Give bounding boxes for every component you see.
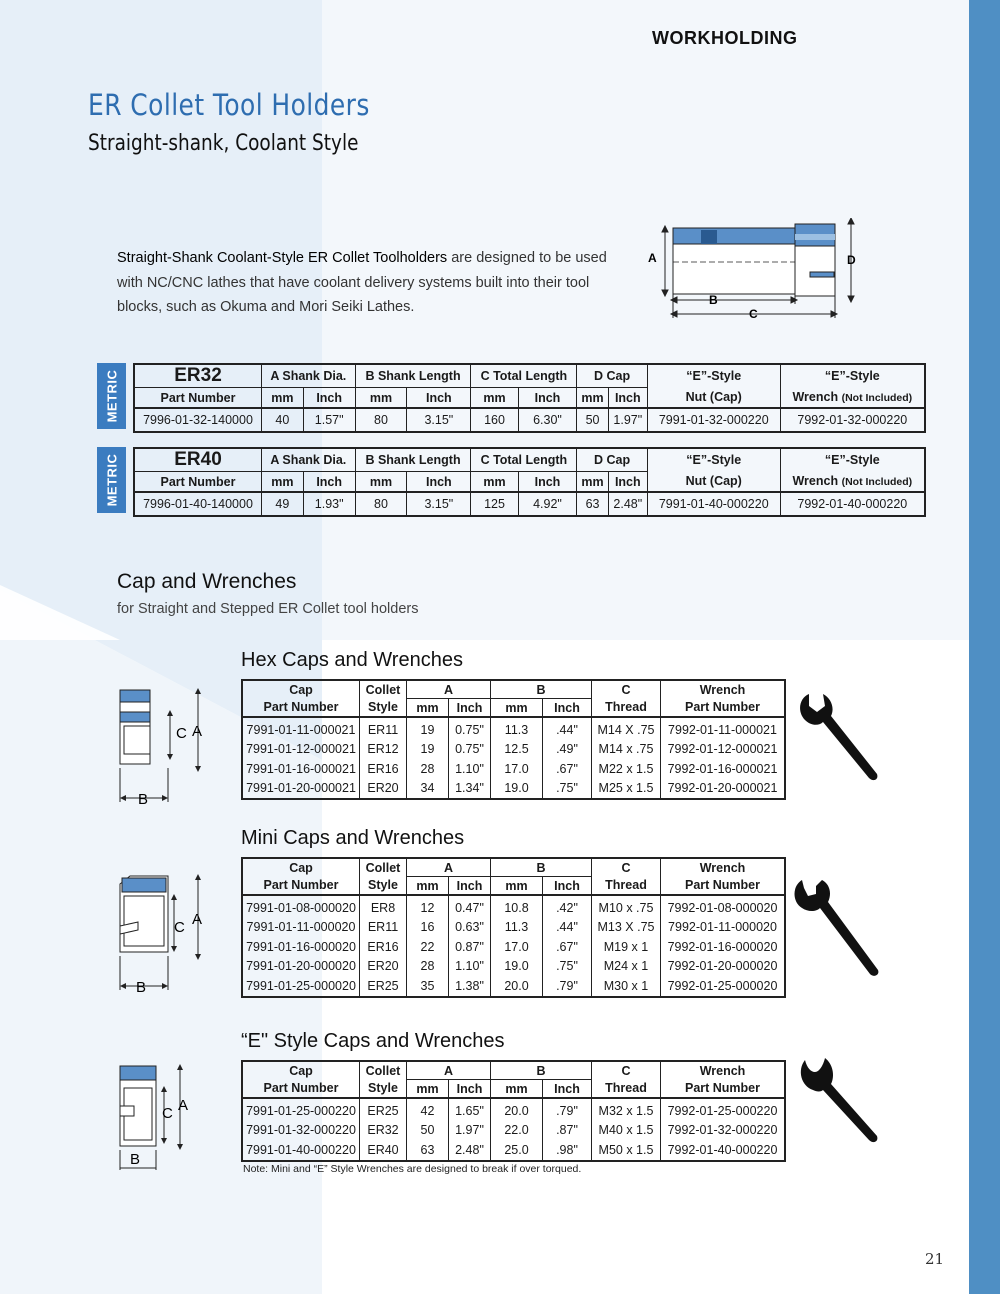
table-cell: 7992-01-12-000021	[661, 740, 786, 760]
cap-label-c: C	[162, 1105, 173, 1122]
table-header-row: Part Number Style mm Inch mm Inch Thread Part Number	[242, 1080, 785, 1099]
table-cell: ER40	[360, 1140, 407, 1161]
table-cell: 7992-01-11-000020	[661, 918, 786, 938]
table-cell: M19 x 1	[592, 937, 661, 957]
table-cell: ER12	[360, 740, 407, 760]
table-cell: 1.34"	[449, 779, 491, 800]
intro-paragraph	[117, 246, 607, 320]
table-cell: 7991-01-11-000020	[242, 918, 360, 938]
diagram-label-b: B	[709, 293, 718, 307]
table-cell: ER11	[360, 918, 407, 938]
table-cell: .49"	[543, 740, 592, 760]
cap-label-a: A	[178, 1097, 189, 1114]
table-row	[242, 976, 785, 997]
table-cell: ER20	[360, 779, 407, 800]
diagram-label-d: D	[847, 253, 856, 267]
table-cell: 7991-01-32-000220	[242, 1121, 360, 1141]
metric-tab-er32: METRIC	[97, 363, 126, 429]
table-cell: .87"	[543, 1121, 592, 1141]
table-header-row: Part Number mm Inch mm Inch mm Inch mm Inch Nut (Cap) Wrench (Not Included)	[134, 472, 925, 493]
model-label: ER40	[134, 448, 262, 472]
table-cell: 7991-01-16-000021	[242, 759, 360, 779]
table-header-row: Part Number Style mm Inch mm Inch Thread Part Number	[242, 699, 785, 718]
cap-label-b: B	[130, 1151, 141, 1168]
table-cell: 7992-01-16-000020	[661, 937, 786, 957]
model-label: ER32	[134, 364, 262, 388]
table-cell: 7991-01-25-000220	[242, 1098, 360, 1121]
table-row	[242, 918, 785, 938]
hex-wrench-icon	[795, 690, 885, 786]
table-cell: 63	[407, 1140, 449, 1161]
table-cell: 7992-01-40-000220	[661, 1140, 786, 1161]
table-cell: 0.87"	[449, 937, 491, 957]
table-header-row: Cap Collet A B C Wrench	[242, 680, 785, 699]
table-row	[242, 1098, 785, 1121]
e-style-caps-table	[241, 1060, 786, 1162]
table-cell: 7991-01-08-000020	[242, 895, 360, 918]
table-cell: 7991-01-25-000020	[242, 976, 360, 997]
table-row: 7996-01-40-140000 49 1.93" 80 3.15" 125 4.92" 63 2.48" 7991-01-40-000220 7992-01-40-000220	[134, 492, 925, 516]
table-cell: ER8	[360, 895, 407, 918]
page-number: 21	[925, 1250, 945, 1268]
cap-label-c: C	[174, 919, 185, 936]
e-style-cap-diagram	[108, 1062, 208, 1172]
table-header-row: Cap Collet A B C Wrench	[242, 858, 785, 877]
table-cell: ER25	[360, 976, 407, 997]
cap-label-a: A	[192, 723, 203, 740]
table-cell: 19	[407, 717, 449, 740]
mini-wrench-icon	[790, 872, 885, 982]
table-cell: M14 X .75	[592, 717, 661, 740]
table-cell: .79"	[543, 976, 592, 997]
table-cell: .75"	[543, 957, 592, 977]
table-cell: 7992-01-20-000021	[661, 779, 786, 800]
table-cell: 1.97"	[449, 1121, 491, 1141]
table-cell: 19.0	[491, 779, 543, 800]
table-cell: 34	[407, 779, 449, 800]
table-header-row: Cap Collet A B C Wrench	[242, 1061, 785, 1080]
table-row: 7996-01-32-140000 40 1.57" 80 3.15" 160 6.30" 50 1.97" 7991-01-32-000220 7992-01-32-000220	[134, 408, 925, 432]
table-cell: 25.0	[491, 1140, 543, 1161]
diagram-label-a: A	[648, 251, 657, 265]
table-cell: M22 x 1.5	[592, 759, 661, 779]
page-subtitle: Straight-shank, Coolant Style	[88, 131, 359, 156]
er32-spec-table	[133, 363, 926, 433]
mini-caps-table	[241, 857, 786, 998]
table-cell: M40 x 1.5	[592, 1121, 661, 1141]
table-cell: 20.0	[491, 1098, 543, 1121]
e-style-caps-title: “E" Style Caps and Wrenches	[241, 1030, 505, 1052]
table-cell: 0.47"	[449, 895, 491, 918]
cap-label-a: A	[192, 911, 203, 928]
table-cell: 12.5	[491, 740, 543, 760]
table-row	[242, 717, 785, 740]
metric-tab-er40: METRIC	[97, 447, 126, 513]
table-cell: ER20	[360, 957, 407, 977]
hex-cap-diagram	[108, 684, 208, 808]
table-cell: 7992-01-16-000021	[661, 759, 786, 779]
intro-rest: are designed to be used with NC/CNC lathes that have coolant delivery systems built into their tool blocks, such as Okuma and Mori Seiki Lathes.	[117, 250, 607, 315]
table-row	[242, 1140, 785, 1161]
table-row	[242, 895, 785, 918]
table-cell: 7992-01-25-000220	[661, 1098, 786, 1121]
table-cell: 28	[407, 759, 449, 779]
table-cell: 11.3	[491, 717, 543, 740]
table-row	[242, 1121, 785, 1141]
table-cell: M24 x 1	[592, 957, 661, 977]
table-cell: ER16	[360, 937, 407, 957]
table-cell: .98"	[543, 1140, 592, 1161]
caps-section-title: Cap and Wrenches	[117, 570, 297, 593]
table-cell: .44"	[543, 717, 592, 740]
table-cell: ER16	[360, 759, 407, 779]
table-header-row: Part Number mm Inch mm Inch mm Inch mm Inch Nut (Cap) Wrench (Not Included)	[134, 388, 925, 409]
table-cell: M13 X .75	[592, 918, 661, 938]
table-cell: 0.75"	[449, 740, 491, 760]
table-cell: 35	[407, 976, 449, 997]
table-cell: M50 x 1.5	[592, 1140, 661, 1161]
page-title: ER Collet Tool Holders	[88, 88, 370, 122]
table-cell: ER25	[360, 1098, 407, 1121]
table-cell: 7992-01-25-000020	[661, 976, 786, 997]
table-cell: 12	[407, 895, 449, 918]
table-cell: 17.0	[491, 937, 543, 957]
table-cell: .75"	[543, 779, 592, 800]
table-header-row: Part Number Style mm Inch mm Inch Thread Part Number	[242, 877, 785, 896]
table-cell: M25 x 1.5	[592, 779, 661, 800]
table-cell: M10 x .75	[592, 895, 661, 918]
table-cell: 1.10"	[449, 759, 491, 779]
table-cell: 1.10"	[449, 957, 491, 977]
table-cell: 7992-01-20-000020	[661, 957, 786, 977]
table-cell: M32 x 1.5	[592, 1098, 661, 1121]
e-style-wrench-icon	[795, 1050, 885, 1146]
table-cell: 1.65"	[449, 1098, 491, 1121]
table-cell: .67"	[543, 759, 592, 779]
table-cell: .42"	[543, 895, 592, 918]
table-row	[242, 740, 785, 760]
table-cell: 22	[407, 937, 449, 957]
cap-label-c: C	[176, 725, 187, 742]
table-cell: 7991-01-40-000220	[242, 1140, 360, 1161]
table-cell: 1.38"	[449, 976, 491, 997]
table-cell: .67"	[543, 937, 592, 957]
table-cell: 22.0	[491, 1121, 543, 1141]
toolholder-diagram	[645, 218, 865, 322]
table-cell: 0.63"	[449, 918, 491, 938]
table-cell: 7991-01-11-000021	[242, 717, 360, 740]
intro-lead: Straight-Shank Coolant-Style ER Collet Toolholders	[117, 250, 448, 266]
table-cell: 7991-01-12-000021	[242, 740, 360, 760]
diagram-label-c: C	[749, 307, 758, 321]
cap-label-b: B	[138, 791, 149, 808]
table-row	[242, 957, 785, 977]
hex-caps-table	[241, 679, 786, 800]
table-cell: 7992-01-11-000021	[661, 717, 786, 740]
table-cell: 7991-01-16-000020	[242, 937, 360, 957]
note-text: Note: Mini and “E” Style Wrenches are designed to break if over torqued.	[243, 1163, 582, 1175]
table-cell: M14 x .75	[592, 740, 661, 760]
table-cell: 7991-01-20-000021	[242, 779, 360, 800]
table-cell: 11.3	[491, 918, 543, 938]
hex-caps-title: Hex Caps and Wrenches	[241, 649, 463, 671]
table-cell: 7992-01-08-000020	[661, 895, 786, 918]
table-cell: 19	[407, 740, 449, 760]
mini-cap-diagram	[108, 872, 208, 996]
table-header-row: ER32 A Shank Dia. B Shank Length C Total Length D Cap “E”-Style “E”-Style	[134, 364, 925, 388]
table-cell: 20.0	[491, 976, 543, 997]
table-cell: 42	[407, 1098, 449, 1121]
table-header-row: ER40 A Shank Dia. B Shank Length C Total Length D Cap “E”-Style “E”-Style	[134, 448, 925, 472]
table-cell: 10.8	[491, 895, 543, 918]
table-row	[242, 937, 785, 957]
table-cell: .44"	[543, 918, 592, 938]
table-cell: 16	[407, 918, 449, 938]
caps-section-subtitle: for Straight and Stepped ER Collet tool holders	[117, 601, 419, 617]
table-cell: 28	[407, 957, 449, 977]
table-cell: 0.75"	[449, 717, 491, 740]
table-cell: 50	[407, 1121, 449, 1141]
table-row	[242, 759, 785, 779]
table-cell: .79"	[543, 1098, 592, 1121]
section-label: WORKHOLDING	[652, 28, 798, 48]
cap-label-b: B	[136, 979, 147, 996]
side-color-strip	[969, 0, 1000, 1294]
table-cell: 19.0	[491, 957, 543, 977]
table-cell: ER32	[360, 1121, 407, 1141]
table-cell: M30 x 1	[592, 976, 661, 997]
table-cell: ER11	[360, 717, 407, 740]
table-row	[242, 779, 785, 800]
er40-spec-table	[133, 447, 926, 517]
table-cell: 7991-01-20-000020	[242, 957, 360, 977]
table-cell: 2.48"	[449, 1140, 491, 1161]
table-cell: 17.0	[491, 759, 543, 779]
mini-caps-title: Mini Caps and Wrenches	[241, 827, 465, 849]
table-cell: 7992-01-32-000220	[661, 1121, 786, 1141]
